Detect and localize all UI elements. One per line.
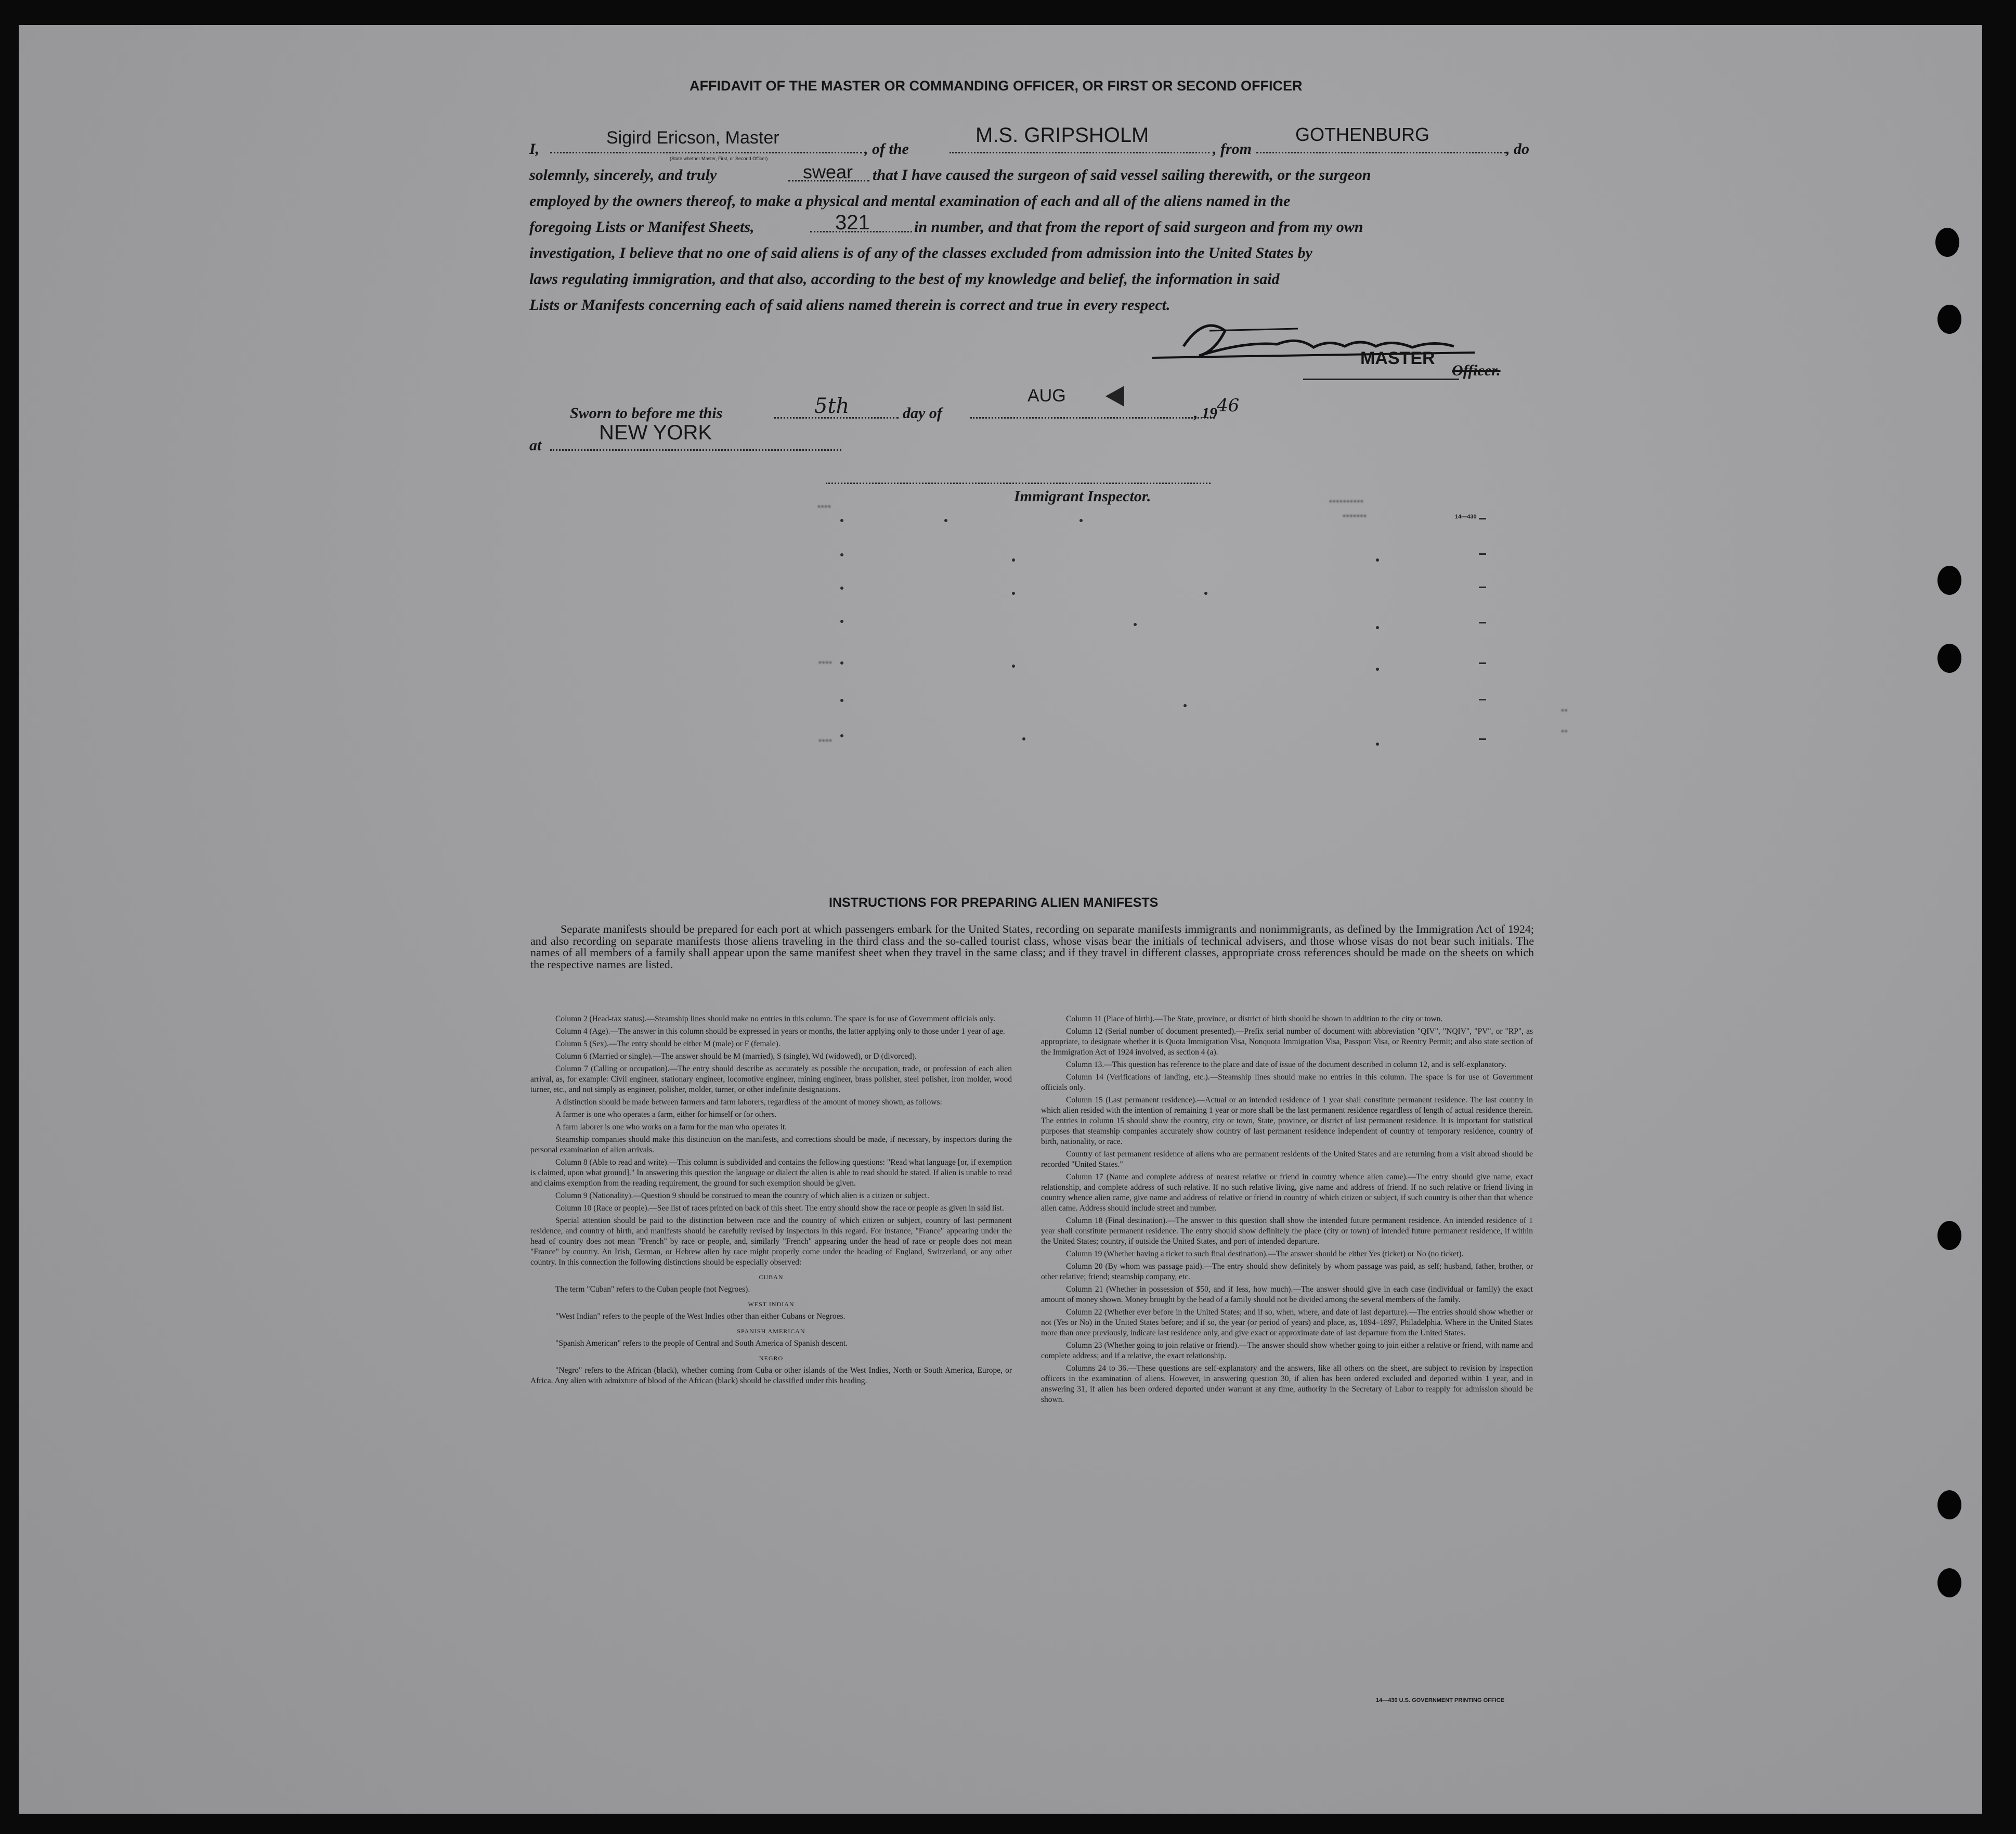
- subheading-west-indian: WEST INDIAN: [748, 1300, 795, 1308]
- officer-word: Officer.: [1452, 362, 1501, 379]
- bleed-dot: [1376, 743, 1379, 746]
- bleed-dot: [1012, 558, 1015, 562]
- punch-hole: [1937, 566, 1961, 595]
- instructions-right-column: [1041, 1014, 1533, 1407]
- instruction-paragraph: Column 12 (Serial number of document presented).—Prefix serial number of document with abbreviation "QIV", "NQIV", "PV", or "RP", as appropriate, to designate whether it is Quota Immigration Visa, Nonquota Immigration Visa, Passport Visa, or Reentry Permit; and also state section of the Immigration Act of 1924 involved, as section 4 (a).: [1041, 1027, 1533, 1057]
- affidavit-text: I,: [529, 140, 540, 158]
- affidavit-text: , of the: [864, 140, 909, 158]
- place-line: [550, 449, 841, 451]
- instruction-paragraph: Column 6 (Married or single).—The answer should be M (married), S (single), Wd (widowed), or D (divorced).: [555, 1052, 917, 1061]
- faded-stamp: ▪▪▪▪: [818, 736, 833, 745]
- bleed-dash: [1479, 738, 1486, 740]
- bleed-dot: [1012, 592, 1015, 595]
- bleed-dot: [1376, 668, 1379, 671]
- bleed-dot: [840, 553, 843, 556]
- instruction-paragraph: Column 13.—This question has reference to the place and date of issue of the document described in column 12, and is self-explanatory.: [1066, 1060, 1506, 1069]
- instruction-paragraph: Column 20 (By whom was passage paid).—The entry should show definitely by whom passage was paid, as self; husband, father, brother, or other relative; friend; steamship company, etc.: [1041, 1262, 1533, 1281]
- bleed-dash: [1479, 518, 1486, 519]
- ship-line: [950, 152, 1209, 153]
- faded-stamp: ▪▪: [1561, 706, 1568, 715]
- bleed-dot: [1204, 592, 1207, 595]
- printer-imprint: 14—430 U.S. GOVERNMENT PRINTING OFFICE: [1376, 1697, 1504, 1703]
- instructions-intro: Separate manifests should be prepared for each port at which passengers embark for the United States, recording on separate manifests immigrants and nonimmigrants, as defined by the Immigration Act of 1924; and also recording on separate manifests those aliens traveling in the third class and the so-called tourist class, whose visas bear the initials of technical advisers, and those whose visas do not bear such initials. The names of all members of a family shall appear upon the same manifest sheet when they travel in the same class; and if they travel in different classes, appropriate cross references should be made on the sheets on which the respective names are listed.: [530, 922, 1534, 971]
- instruction-paragraph: Column 22 (Whether ever before in the United States; and if so, when, where, and date of last departure).—The entries should show whether or not (Yes or No) in the United States before; and if so, the year (or period of years) and place, as, 1894–1897, Philadelphia. Where in the United States more than once previously, indicate last residence only, and give exact or approximate date of last departure from the United States.: [1041, 1308, 1533, 1337]
- rank-stamp: MASTER: [1360, 348, 1435, 368]
- instruction-paragraph: Column 2 (Head-tax status).—Steamship lines should make no entries in this column. The space is for use of Government officials only.: [555, 1014, 996, 1023]
- ship-name: M.S. GRIPSHOLM: [976, 124, 1149, 147]
- stamp-mark: [1105, 386, 1124, 407]
- faded-stamp: ▪▪: [1561, 727, 1568, 736]
- instruction-paragraph: Column 14 (Verifications of landing, etc.).—Steamship lines should make no entries in this column. The space is for use of Government officials only.: [1041, 1073, 1533, 1092]
- inspector-line: [826, 483, 1211, 484]
- bleed-dot: [840, 620, 843, 623]
- inspector-label: Immigrant Inspector.: [1014, 488, 1151, 505]
- document-page: [19, 25, 1982, 1814]
- instruction-paragraph: A distinction should be made between farmers and farm laborers, regardless of the amount of money shown, as follows:: [555, 1098, 942, 1107]
- instructions-title: INSTRUCTIONS FOR PREPARING ALIEN MANIFESTS: [829, 895, 1159, 910]
- instruction-paragraph: Column 7 (Calling or occupation).—The entry should describe as accurately as possible the occupation, trade, or profession of each alien arrival, as, for example: Civil engineer, stationary engineer, locomotive engineer, mining engineer, brass polisher, steel polisher, iron molder, wood turner, etc., and not simply as engineer, polisher, molder, turner, or other indefinite designations.: [530, 1064, 1012, 1094]
- instruction-paragraph: Column 21 (Whether in possession of $50, and if less, how much).—The answer should give in each case (individual or family) the exact amount of money shown. Money brought by the head of a family should not be divided among the several members of the family.: [1041, 1285, 1533, 1304]
- bleed-dash: [1479, 699, 1486, 700]
- sworn-place: NEW YORK: [599, 421, 712, 444]
- faded-stamp: ▪▪▪▪▪▪▪: [1343, 512, 1367, 521]
- instruction-paragraph: Steamship companies should make this distinction on the manifests, and corrections should be made, if necessary, by inspectors during the personal examination of alien arrivals.: [530, 1135, 1012, 1154]
- faded-stamp: ▪▪▪▪: [817, 502, 831, 511]
- instruction-paragraph: Column 8 (Able to read and write).—This column is subdivided and contains the following questions: "Read what language [or, if exemption is claimed, upon what ground]." In answering this question the language or dialect the alien is able to read should be stated. If alien is unable to read and claims exemption from the reading requirement, the ground for such exemption should be given.: [530, 1158, 1012, 1188]
- under-note: (State whether Master, First, or Second Officer): [670, 156, 768, 161]
- punch-hole: [1937, 644, 1961, 673]
- faded-stamp: ▪▪▪▪▪▪▪▪▪▪: [1329, 497, 1364, 506]
- sworn-day: 5th: [814, 394, 850, 418]
- affidavit-text: that I have caused the surgeon of said vessel sailing therewith, or the surgeon: [873, 166, 1371, 184]
- master-signature: [1142, 310, 1506, 367]
- sworn-text: day of: [903, 405, 942, 422]
- sheet-count: 321: [835, 211, 870, 234]
- bleed-dot: [840, 587, 843, 590]
- affidavit-text: , from: [1213, 140, 1252, 158]
- instruction-paragraph: Special attention should be paid to the distinction between race and the country of which citizen or subject, country of last permanent residence, and country of birth, and manifests should be carefully revised by inspectors in this regard. For instance, "France" appearing under the head of country does not mean "French" by race or people, and, similarly "French" appearing under the head of race or people does not mean "France" by country. An Irish, German, or Hebrew alien by race might properly come under the heading of England, Switzerland, or any other country. In this connection the following distinctions should be especially observed:: [530, 1216, 1012, 1267]
- affidavit-text: solemnly, sincerely, and truly: [529, 166, 717, 184]
- master-name: Sigird Ericson, Master: [606, 128, 779, 148]
- bleed-dot: [1022, 737, 1025, 740]
- bleed-dash: [1479, 587, 1486, 588]
- instruction-paragraph: Column 23 (Whether going to join relative or friend).—The answer should show whether going to join either a relative or friend, with name and complete address; and if a relative, the exact relationship.: [1041, 1341, 1533, 1360]
- bleed-dot: [1134, 623, 1137, 626]
- instruction-paragraph: Column 18 (Final destination).—The answer to this question shall show the intended future permanent residence. An intended residence of 1 year shall constitute permanent residence. The entry should show definitely the place (city or town) of intended future permanent residence, if within the United States; country, if outside the United States, and port of intended departure.: [1041, 1216, 1533, 1246]
- bleed-dash: [1479, 662, 1486, 664]
- affidavit-title: AFFIDAVIT OF THE MASTER OR COMMANDING OFFICER, OR FIRST OR SECOND OFFICER: [690, 78, 1303, 94]
- bleed-dot: [1183, 704, 1187, 707]
- subheading-cuban: CUBAN: [759, 1273, 784, 1281]
- instruction-paragraph: Column 10 (Race or people).—See list of races printed on back of this sheet. The entry should show the race or people as given in said list.: [555, 1204, 1004, 1213]
- sworn-text: Sworn to before me this: [570, 405, 723, 422]
- instruction-paragraph: Column 9 (Nationality).—Question 9 should be construed to mean the country of which alien is a citizen or subject.: [555, 1191, 929, 1200]
- affidavit-text: employed by the owners thereof, to make a physical and mental examination of each and all of the aliens named in the: [529, 192, 1291, 210]
- instruction-paragraph: The term "Cuban" refers to the Cuban people (not Negroes).: [555, 1285, 750, 1294]
- at-label: at: [529, 437, 542, 454]
- affidavit-text: foregoing Lists or Manifest Sheets,: [529, 218, 755, 236]
- subheading-spanish-american: SPANISH AMERICAN: [737, 1328, 805, 1335]
- month-line: [970, 417, 1215, 419]
- signature-line: [1303, 379, 1459, 380]
- affidavit-text: , do: [1506, 140, 1529, 158]
- punch-hole: [1937, 1568, 1961, 1597]
- instruction-paragraph: "Negro" refers to the African (black), whether coming from Cuba or other islands of the West Indies, North or South America, Europe, or Africa. Any alien with admixture of blood of the African (black) should be classified under this heading.: [530, 1366, 1012, 1385]
- instruction-paragraph: A farm laborer is one who works on a farm for the man who operates it.: [555, 1123, 787, 1131]
- instruction-paragraph: "West Indian" refers to the people of the West Indies other than either Cubans or Negroes.: [555, 1312, 846, 1321]
- bleed-dash: [1479, 553, 1486, 555]
- sworn-text: , 19: [1194, 405, 1217, 422]
- form-number: 14—430: [1455, 514, 1477, 520]
- bleed-dot: [1012, 665, 1015, 668]
- instruction-paragraph: Country of last permanent residence of aliens who are permanent residents of the United States and are returning from a visit abroad should be recorded "United States.": [1041, 1150, 1533, 1169]
- instruction-paragraph: A farmer is one who operates a farm, either for himself or for others.: [555, 1110, 777, 1119]
- port-line: [1256, 152, 1506, 153]
- instruction-paragraph: Column 11 (Place of birth).—The State, province, or district of birth should be shown in addition to the city or town.: [1066, 1014, 1443, 1023]
- affidavit-text: investigation, I believe that no one of said aliens is of any of the classes excluded from admission into the United States by: [529, 244, 1312, 262]
- swear-word: swear: [803, 161, 853, 183]
- bleed-dot: [1376, 626, 1379, 629]
- punch-hole: [1937, 1490, 1961, 1519]
- instructions-left-column: [530, 1014, 1012, 1388]
- instruction-paragraph: Column 4 (Age).—The answer in this column should be expressed in years or months, the latter applying only to those under 1 year of age.: [555, 1027, 1005, 1036]
- subheading-negro: NEGRO: [759, 1355, 784, 1362]
- affidavit-text: in number, and that from the report of said surgeon and from my own: [914, 218, 1363, 236]
- affidavit-text: Lists or Manifests concerning each of said aliens named therein is correct and true in every respect.: [529, 296, 1170, 314]
- instruction-paragraph: "Spanish American" refers to the people of Central and South America of Spanish descent.: [555, 1339, 848, 1348]
- port-name: GOTHENBURG: [1295, 124, 1430, 145]
- instruction-paragraph: Column 17 (Name and complete address of nearest relative or friend in country whence alien came).—The entry should give name, exact relationship, and complete address of such relative. If no such relative living, give name and address of friend. If no such relative or friend living in country whence alien came, give name and address of relative or friend in country of which citizen or subject, if such country is other than that whence alien came. Address should include street and number.: [1041, 1173, 1533, 1213]
- bleed-dot: [840, 661, 843, 665]
- sworn-year: 46: [1217, 395, 1240, 416]
- instruction-paragraph: Column 19 (Whether having a ticket to such final destination).—The answer should be either Yes (ticket) or No (no ticket).: [1066, 1250, 1464, 1258]
- bleed-dash: [1479, 622, 1486, 623]
- punch-hole: [1935, 228, 1959, 257]
- bleed-dot: [840, 519, 843, 522]
- instruction-paragraph: Column 15 (Last permanent residence).—Actual or an intended residence of 1 year shall constitute permanent residence. The last country in which alien resided with the intention of remaining 1 year or more shall be the last permanent residence regardless of length of actual residence therein. The entries in column 15 should show the country, city or town, State, province, or district of last permanent residence. It is important for statistical purposes that steamship companies accurately show country of last permanent residence independent of country of temporary residence, country of birth, nationality, or race.: [1041, 1096, 1533, 1146]
- bleed-dot: [944, 519, 947, 522]
- name-line: [550, 152, 862, 153]
- faded-stamp: ▪▪▪▪: [818, 658, 833, 667]
- affidavit-text: laws regulating immigration, and that also, according to the best of my knowledge and belief, the information in said: [529, 270, 1280, 288]
- bleed-dot: [1079, 519, 1083, 522]
- bleed-dot: [840, 699, 843, 702]
- bleed-dot: [840, 734, 843, 737]
- instruction-paragraph: Column 5 (Sex).—The entry should be either M (male) or F (female).: [555, 1039, 781, 1048]
- bleed-dot: [1376, 558, 1379, 562]
- punch-hole: [1937, 1221, 1961, 1250]
- instruction-paragraph: Columns 24 to 36.—These questions are self-explanatory and the answers, like all others on the sheet, are subject to revision by inspection officers in the examination of aliens. However, in answering question 30, if alien has been ordered excluded and deported within 1 year, and in answering 31, if alien has been ordered deported under warrant at any time, authority in the Secretary of Labor to reapply for admission should be shown.: [1041, 1364, 1533, 1404]
- punch-hole: [1937, 305, 1961, 334]
- sworn-month: AUG: [1027, 386, 1066, 406]
